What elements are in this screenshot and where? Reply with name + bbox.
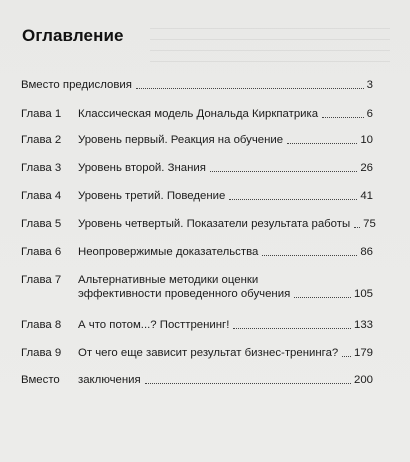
dot-leader: [354, 226, 360, 228]
page-number: 41: [360, 190, 373, 202]
toc-entry-chapter-2: [21, 133, 373, 147]
page-number: 3: [366, 79, 373, 91]
chapter-label: Глава 4: [21, 190, 62, 202]
toc-entry-chapter-8: [21, 318, 373, 332]
toc-entry-chapter-4: [21, 189, 373, 203]
entry-title: Неопровержимые доказательства: [78, 246, 259, 258]
dot-leader: [294, 296, 351, 298]
toc-entry-preface: [21, 78, 373, 92]
entry-title: Уровень четвертый. Показатели результата работы: [78, 218, 351, 230]
toc-entry-chapter-9: [21, 346, 373, 360]
toc-entry-chapter-1: [21, 107, 373, 121]
chapter-label: Глава 6: [21, 246, 62, 258]
dot-leader: [233, 327, 351, 329]
chapter-label: Глава 1: [21, 108, 62, 120]
dot-leader: [210, 170, 357, 172]
entry-title: Вместо предисловия: [21, 79, 132, 91]
page-number: 26: [360, 162, 373, 174]
entry-title: Альтернативные методики оценки: [78, 274, 259, 286]
entry-title: От чего еще зависит результат бизнес-тренинга?: [78, 347, 339, 359]
toc-entry-chapter-3: [21, 161, 373, 175]
page-number: 6: [366, 108, 373, 120]
entry-title-continued: эффективности проведенного обучения: [78, 288, 291, 300]
chapter-label: Глава 3: [21, 162, 62, 174]
dot-leader: [262, 254, 357, 256]
dot-leader: [342, 355, 351, 357]
chapter-label: Вместо: [21, 374, 60, 386]
chapter-label: Глава 8: [21, 319, 62, 331]
page-number: 200: [353, 374, 373, 386]
chapter-label: Глава 2: [21, 134, 62, 146]
page-number: 75: [363, 218, 376, 230]
toc-entry-chapter-7: [21, 273, 373, 301]
dot-leader: [136, 87, 364, 89]
page-number: 105: [353, 288, 373, 300]
dot-leader: [322, 116, 364, 118]
page-title: Оглавление: [22, 26, 124, 45]
entry-title: заключения: [78, 374, 141, 386]
entry-title: Классическая модель Дональда Киркпатрика: [78, 108, 319, 120]
show-through-text: [150, 22, 390, 62]
dot-leader: [229, 198, 357, 200]
toc-entry-conclusion: [21, 373, 373, 387]
page-number: 86: [360, 246, 373, 258]
entry-title: Уровень второй. Знания: [78, 162, 206, 174]
chapter-label: Глава 7: [21, 274, 62, 286]
dot-leader: [287, 142, 357, 144]
page-number: 133: [353, 319, 373, 331]
chapter-label: Глава 5: [21, 218, 62, 230]
entry-title: Уровень первый. Реакция на обучение: [78, 134, 284, 146]
toc-entry-chapter-5: [21, 217, 376, 231]
entry-title: Уровень третий. Поведение: [78, 190, 226, 202]
dot-leader: [145, 382, 351, 384]
page-number: 179: [353, 347, 373, 359]
page-number: 10: [360, 134, 373, 146]
chapter-label: Глава 9: [21, 347, 62, 359]
toc-entry-chapter-6: [21, 245, 373, 259]
entry-title: А что потом...? Посттренинг!: [78, 319, 230, 331]
